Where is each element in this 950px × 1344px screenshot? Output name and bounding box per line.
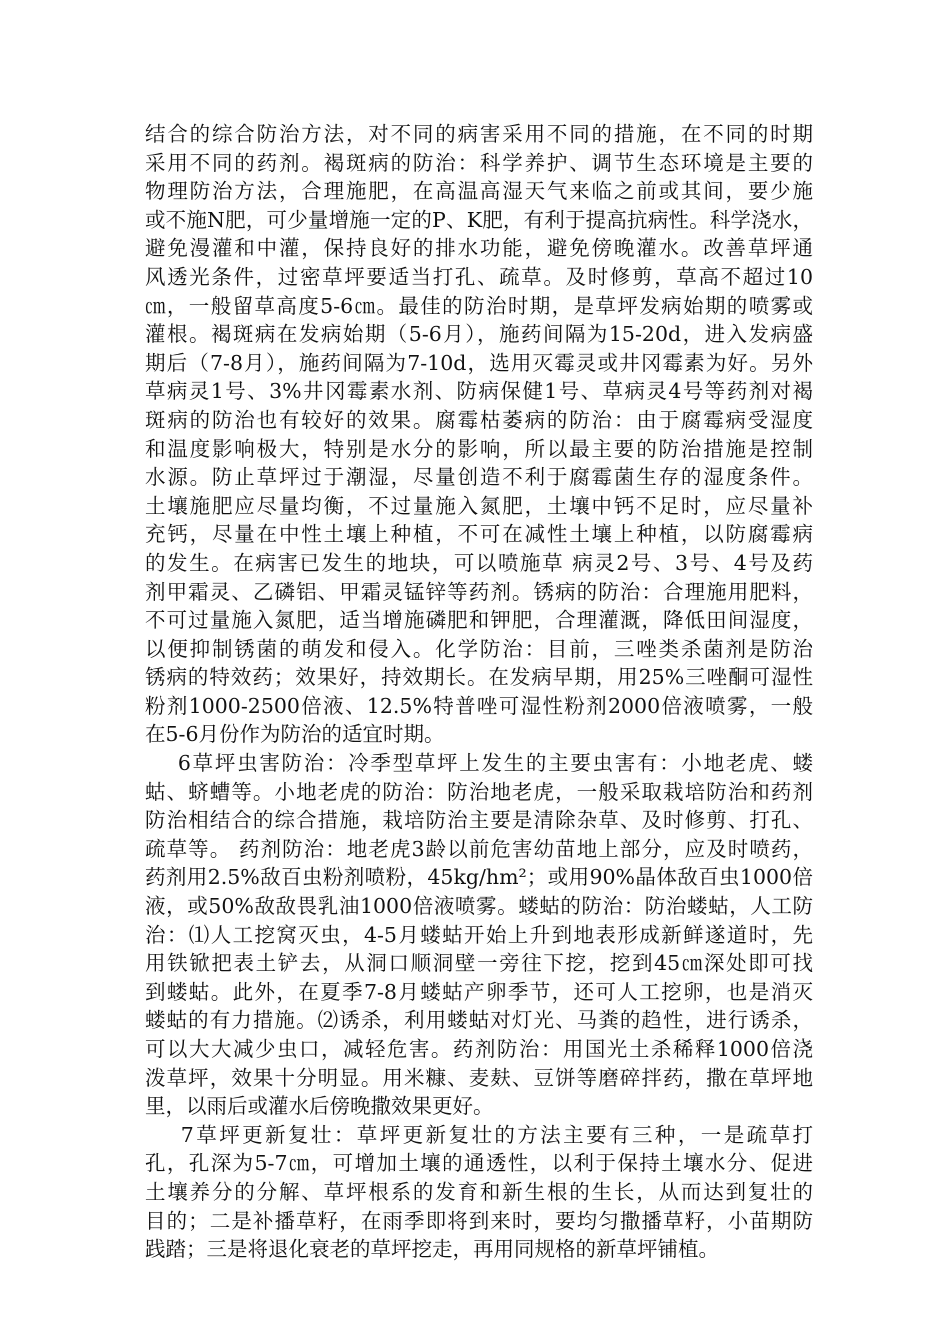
text-line: 疏草等。 药剂防治：地老虎3龄以前危害幼苗地上部分，应及时喷药，: [145, 836, 813, 861]
text-line: 风透光条件，过密草坪要适当打孔、疏草。及时修剪，草高不超过10: [145, 264, 813, 289]
text-line: 土壤养分的分解、草坪根系的发育和新生根的生长，从而达到复壮的: [145, 1179, 813, 1204]
text-line: 结合的综合防治方法，对不同的病害采用不同的措施，在不同的时期: [145, 122, 813, 146]
text-line: 粉剂1000-2500倍液、12.5%特普唑可湿性粉剂2000倍液喷雾，一般: [145, 693, 813, 718]
text-line: 和温度影响极大，特别是水分的影响，所以最主要的防治措施是控制: [145, 436, 813, 461]
text-line: 药剂用2.5%敌百虫粉剂喷粉，45kg/hm²；或用90%晶体敌百虫1000倍: [145, 865, 813, 890]
text-line: 避免漫灌和中灌，保持良好的排水功能，避免傍晚灌水。改善草坪通: [145, 236, 813, 261]
text-line: 孔，孔深为5-7㎝，可增加土壤的通透性，以利于保持土壤水分、促进: [145, 1151, 813, 1176]
text-line: 灌根。褐斑病在发病始期（5-6月），施药间隔为15-20d，进入发病盛: [145, 322, 813, 347]
text-line: 土壤施肥应尽量均衡，不过量施入氮肥，土壤中钙不足时，应尽量补: [145, 493, 813, 518]
text-line: 目的；二是补播草籽，在雨季即将到来时，要均匀撒播草籽，小苗期防: [145, 1208, 813, 1233]
text-line: 锈病的特效药；效果好，持效期长。在发病早期，用25%三唑酮可湿性: [145, 665, 813, 690]
text-line: 水源。防止草坪过于潮湿，尽量创造不利于腐霉菌生存的湿度条件。: [145, 465, 813, 490]
text-line: 或不施N肥，可少量增施一定的P、K肥，有利于提高抗病性。科学浇水，: [145, 207, 813, 232]
text-line: 物理防治方法，合理施肥，在高温高湿天气来临之前或其间，要少施: [145, 179, 813, 204]
text-line: 践踏；三是将退化衰老的草坪挖走，再用同规格的新草坪铺植。: [145, 1237, 719, 1262]
text-line: ㎝，一般留草高度5-6㎝。最佳的防治时期，是草坪发病始期的喷雾或: [145, 293, 813, 318]
text-line: 泼草坪，效果十分明显。用米糠、麦麸、豆饼等磨碎拌药，撒在草坪地: [145, 1065, 813, 1090]
text-line: 可以大大减少虫口，减轻危害。药剂防治：用国光土杀稀释1000倍浇: [145, 1037, 813, 1061]
text-line: 用铁锨把表土铲去，从洞口顺洞壁一旁往下挖，挖到45㎝深处即可找: [145, 951, 813, 976]
text-line: 期后（7-8月），施药间隔为7-10d，选用灭霉灵或井冈霉素为好。另外: [145, 350, 813, 375]
text-line: 斑病的防治也有较好的效果。腐霉枯萎病的防治：由于腐霉病受湿度: [145, 407, 813, 432]
text-line: 草病灵1号、3%井冈霉素水剂、防病保健1号、草病灵4号等药剂对褐: [145, 379, 813, 404]
text-line: 采用不同的药剂。褐斑病的防治：科学养护、调节生态环境是主要的: [145, 150, 813, 175]
text-line: 防治相结合的综合措施，栽培防治主要是清除杂草、及时修剪、打孔、: [145, 808, 813, 833]
text-line: 液，或50%敌敌畏乳油1000倍液喷雾。蝼蛄的防治：防治蝼蛄，人工防: [145, 894, 813, 919]
text-line: 剂甲霜灵、乙磷铝、甲霜灵锰锌等药剂。锈病的防治：合理施用肥料，: [145, 579, 813, 604]
text-line: 治：⑴人工挖窝灭虫，4-5月蝼蛄开始上升到地表形成新鲜遂道时，先: [145, 922, 813, 947]
text-line: 的发生。在病害已发生的地块，可以喷施草 病灵2号、3号、4号及药: [145, 550, 813, 575]
text-line: 蛄、蛴螬等。小地老虎的防治：防治地老虎，一般采取栽培防治和药剂: [145, 779, 813, 804]
text-line: 在5-6月份作为防治的适宜时期。: [145, 722, 445, 747]
text-line: 充钙，尽量在中性土壤上种植，不可在减性土壤上种植，以防腐霉病: [145, 522, 813, 547]
text-line: 里，以雨后或灌水后傍晚撒效果更好。: [145, 1094, 494, 1119]
text-line: 以便抑制锈菌的萌发和侵入。化学防治：目前，三唑类杀菌剂是防治: [145, 636, 813, 661]
paragraph-start-line: 7草坪更新复壮：草坪更新复壮的方法主要有三种，一是疏草打: [145, 1122, 813, 1147]
text-line: 不可过量施入氮肥，适当增施磷肥和钾肥，合理灌溉，降低田间湿度，: [145, 608, 813, 633]
paragraph-start-line: 6草坪虫害防治：冷季型草坪上发生的主要虫害有：小地老虎、蝼: [145, 751, 813, 776]
text-line: 蝼蛄的有力措施。⑵诱杀，利用蝼蛄对灯光、马粪的趋性，进行诱杀，: [145, 1008, 813, 1033]
text-line: 到蝼蛄。此外，在夏季7-8月蝼蛄产卵季节，还可人工挖卵，也是消灭: [145, 979, 813, 1004]
body-text: [145, 120, 813, 1264]
